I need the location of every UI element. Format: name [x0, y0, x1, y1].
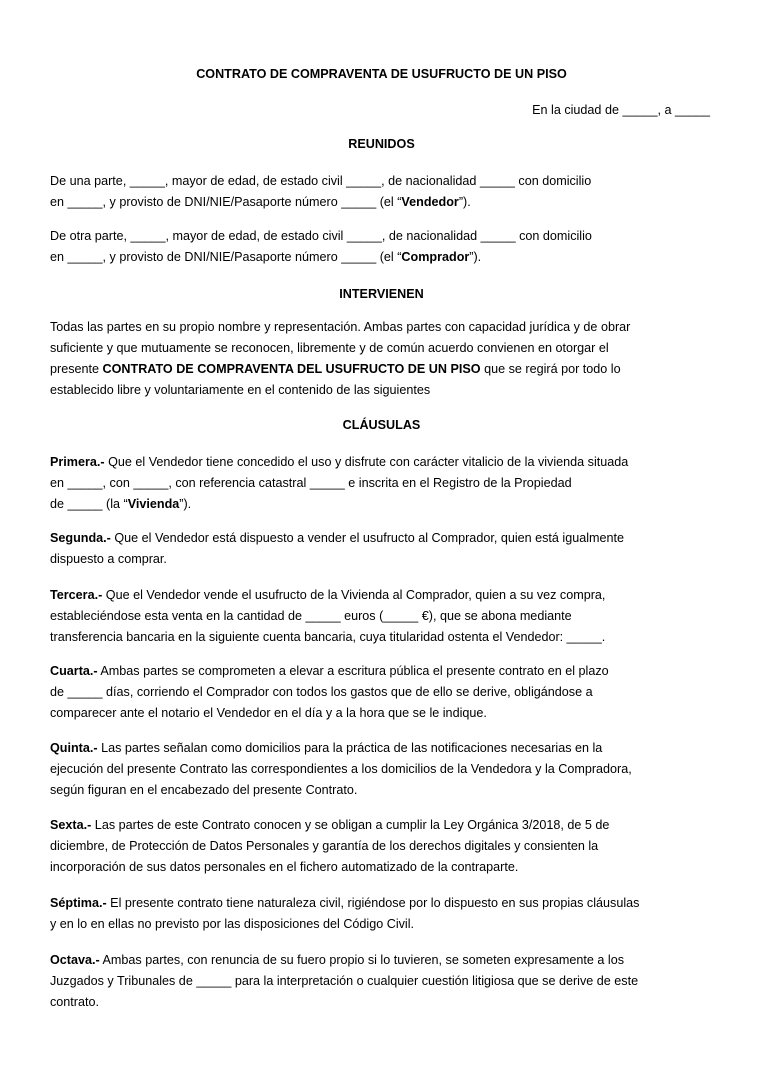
clause-label: Quinta.-	[50, 741, 98, 755]
clause-primera	[50, 452, 730, 515]
clause-text: según figuran en el encabezado del presente Contrato.	[50, 783, 358, 797]
comprador-term: Comprador	[401, 250, 470, 264]
text: ”).	[469, 250, 482, 264]
clause-cuarta	[50, 661, 730, 724]
party-vendedor-line-2	[50, 192, 730, 213]
text: en _____, y provisto de DNI/NIE/Pasaporte número _____ (el “	[50, 195, 402, 209]
clause-text: Ambas partes, con renuncia de su fuero propio si lo tuvieren, se someten expresamente a los	[99, 953, 625, 967]
clause-text: Juzgados y Tribunales de _____ para la interpretación o cualquier cuestión litigiosa que se derive de este	[50, 974, 639, 988]
clause-label: Tercera.-	[50, 588, 103, 602]
intervienen-paragraph	[50, 317, 730, 401]
clause-segunda	[50, 528, 730, 570]
text: presente	[50, 362, 103, 376]
heading-intervienen: INTERVIENEN	[339, 287, 424, 301]
vivienda-term: Vivienda	[127, 497, 180, 511]
intervienen-line-3	[50, 359, 730, 380]
party-vendedor-line-1: De una parte, _____, mayor de edad, de estado civil _____, de nacionalidad _____ con domicilio	[50, 174, 592, 188]
clause-text: y en lo en ellas no previsto por las disposiciones del Código Civil.	[50, 917, 415, 931]
document-title: CONTRATO DE COMPRAVENTA DE USUFRUCTO DE UN PISO	[196, 67, 567, 81]
clause-tercera	[50, 585, 730, 648]
party-vendedor	[50, 171, 730, 213]
clause-text: ”).	[179, 497, 192, 511]
clause-label: Segunda.-	[50, 531, 111, 545]
text: en _____, y provisto de DNI/NIE/Pasaporte número _____ (el “	[50, 250, 402, 264]
clause-text: incorporación de sus datos personales en el fichero automatizado de la contraparte.	[50, 860, 519, 874]
intervienen-line-2: suficiente y que mutuamente se reconocen, libremente y de común acuerdo convienen en otorgar el	[50, 341, 609, 355]
clause-text: Que el Vendedor tiene concedido el uso y disfrute con carácter vitalicio de la vivienda situada	[104, 455, 629, 469]
clause-text: en _____, con _____, con referencia catastral _____ e inscrita en el Registro de la Propiedad	[50, 476, 572, 490]
clause-text: diciembre, de Protección de Datos Personales y garantía de los derechos digitales y consienten la	[50, 839, 599, 853]
clause-quinta	[50, 738, 730, 801]
clause-label: Cuarta.-	[50, 664, 98, 678]
clause-text: El presente contrato tiene naturaleza civil, rigiéndose por lo dispuesto en sus propias cláusulas	[106, 896, 640, 910]
party-comprador	[50, 226, 730, 268]
vendedor-term: Vendedor	[401, 195, 459, 209]
clause-text: comparecer ante el notario el Vendedor en el día y a la hora que se le indique.	[50, 706, 487, 720]
city-date-line: En la ciudad de _____, a _____	[532, 103, 710, 117]
party-comprador-line-1: De otra parte, _____, mayor de edad, de estado civil _____, de nacionalidad _____ con domicilio	[50, 229, 592, 243]
clause-text: Que el Vendedor vende el usufructo de la Vivienda al Comprador, quien a su vez compra,	[102, 588, 606, 602]
clause-text: estableciéndose esta venta en la cantidad de _____ euros (_____ €), que se abona mediante	[50, 609, 572, 623]
intervienen-line-1: Todas las partes en su propio nombre y representación. Ambas partes con capacidad jurídica y de obrar	[50, 320, 631, 334]
clause-text: Las partes señalan como domicilios para la práctica de las notificaciones necesarias en la	[97, 741, 603, 755]
heading-reunidos: REUNIDOS	[348, 137, 415, 151]
clause-text: ejecución del presente Contrato las correspondientes a los domicilios de la Vendedora y la Compradora,	[50, 762, 632, 776]
clause-label: Sexta.-	[50, 818, 92, 832]
clause-text: de _____ (la “	[50, 497, 128, 511]
clause-text: transferencia bancaria en la siguiente cuenta bancaria, cuya titularidad ostenta el Vendedor: _____.	[50, 630, 606, 644]
clause-label: Séptima.-	[50, 896, 107, 910]
text: que se regirá por todo lo	[480, 362, 621, 376]
intervienen-line-4: establecido libre y voluntariamente en el contenido de las siguientes	[50, 383, 431, 397]
clause-septima	[50, 893, 730, 935]
party-comprador-line-2	[50, 247, 730, 268]
clause-text: contrato.	[50, 995, 100, 1009]
clause-sexta	[50, 815, 730, 878]
contract-name: CONTRATO DE COMPRAVENTA DEL USUFRUCTO DE UN PISO	[102, 362, 481, 376]
clause-octava	[50, 950, 730, 1013]
clause-label: Primera.-	[50, 455, 105, 469]
text: ”).	[458, 195, 471, 209]
clause-text: dispuesto a comprar.	[50, 552, 167, 566]
heading-clausulas: CLÁUSULAS	[342, 418, 421, 432]
clause-text: Las partes de este Contrato conocen y se obligan a cumplir la Ley Orgánica 3/2018, de 5 de	[91, 818, 610, 832]
clause-text: Que el Vendedor está dispuesto a vender el usufructo al Comprador, quien está igualmente	[110, 531, 625, 545]
clause-label: Octava.-	[50, 953, 100, 967]
clause-text: de _____ días, corriendo el Comprador con todos los gastos que de ello se derive, obligándose a	[50, 685, 593, 699]
clause-text: Ambas partes se comprometen a elevar a escritura pública el presente contrato en el plazo	[97, 664, 609, 678]
